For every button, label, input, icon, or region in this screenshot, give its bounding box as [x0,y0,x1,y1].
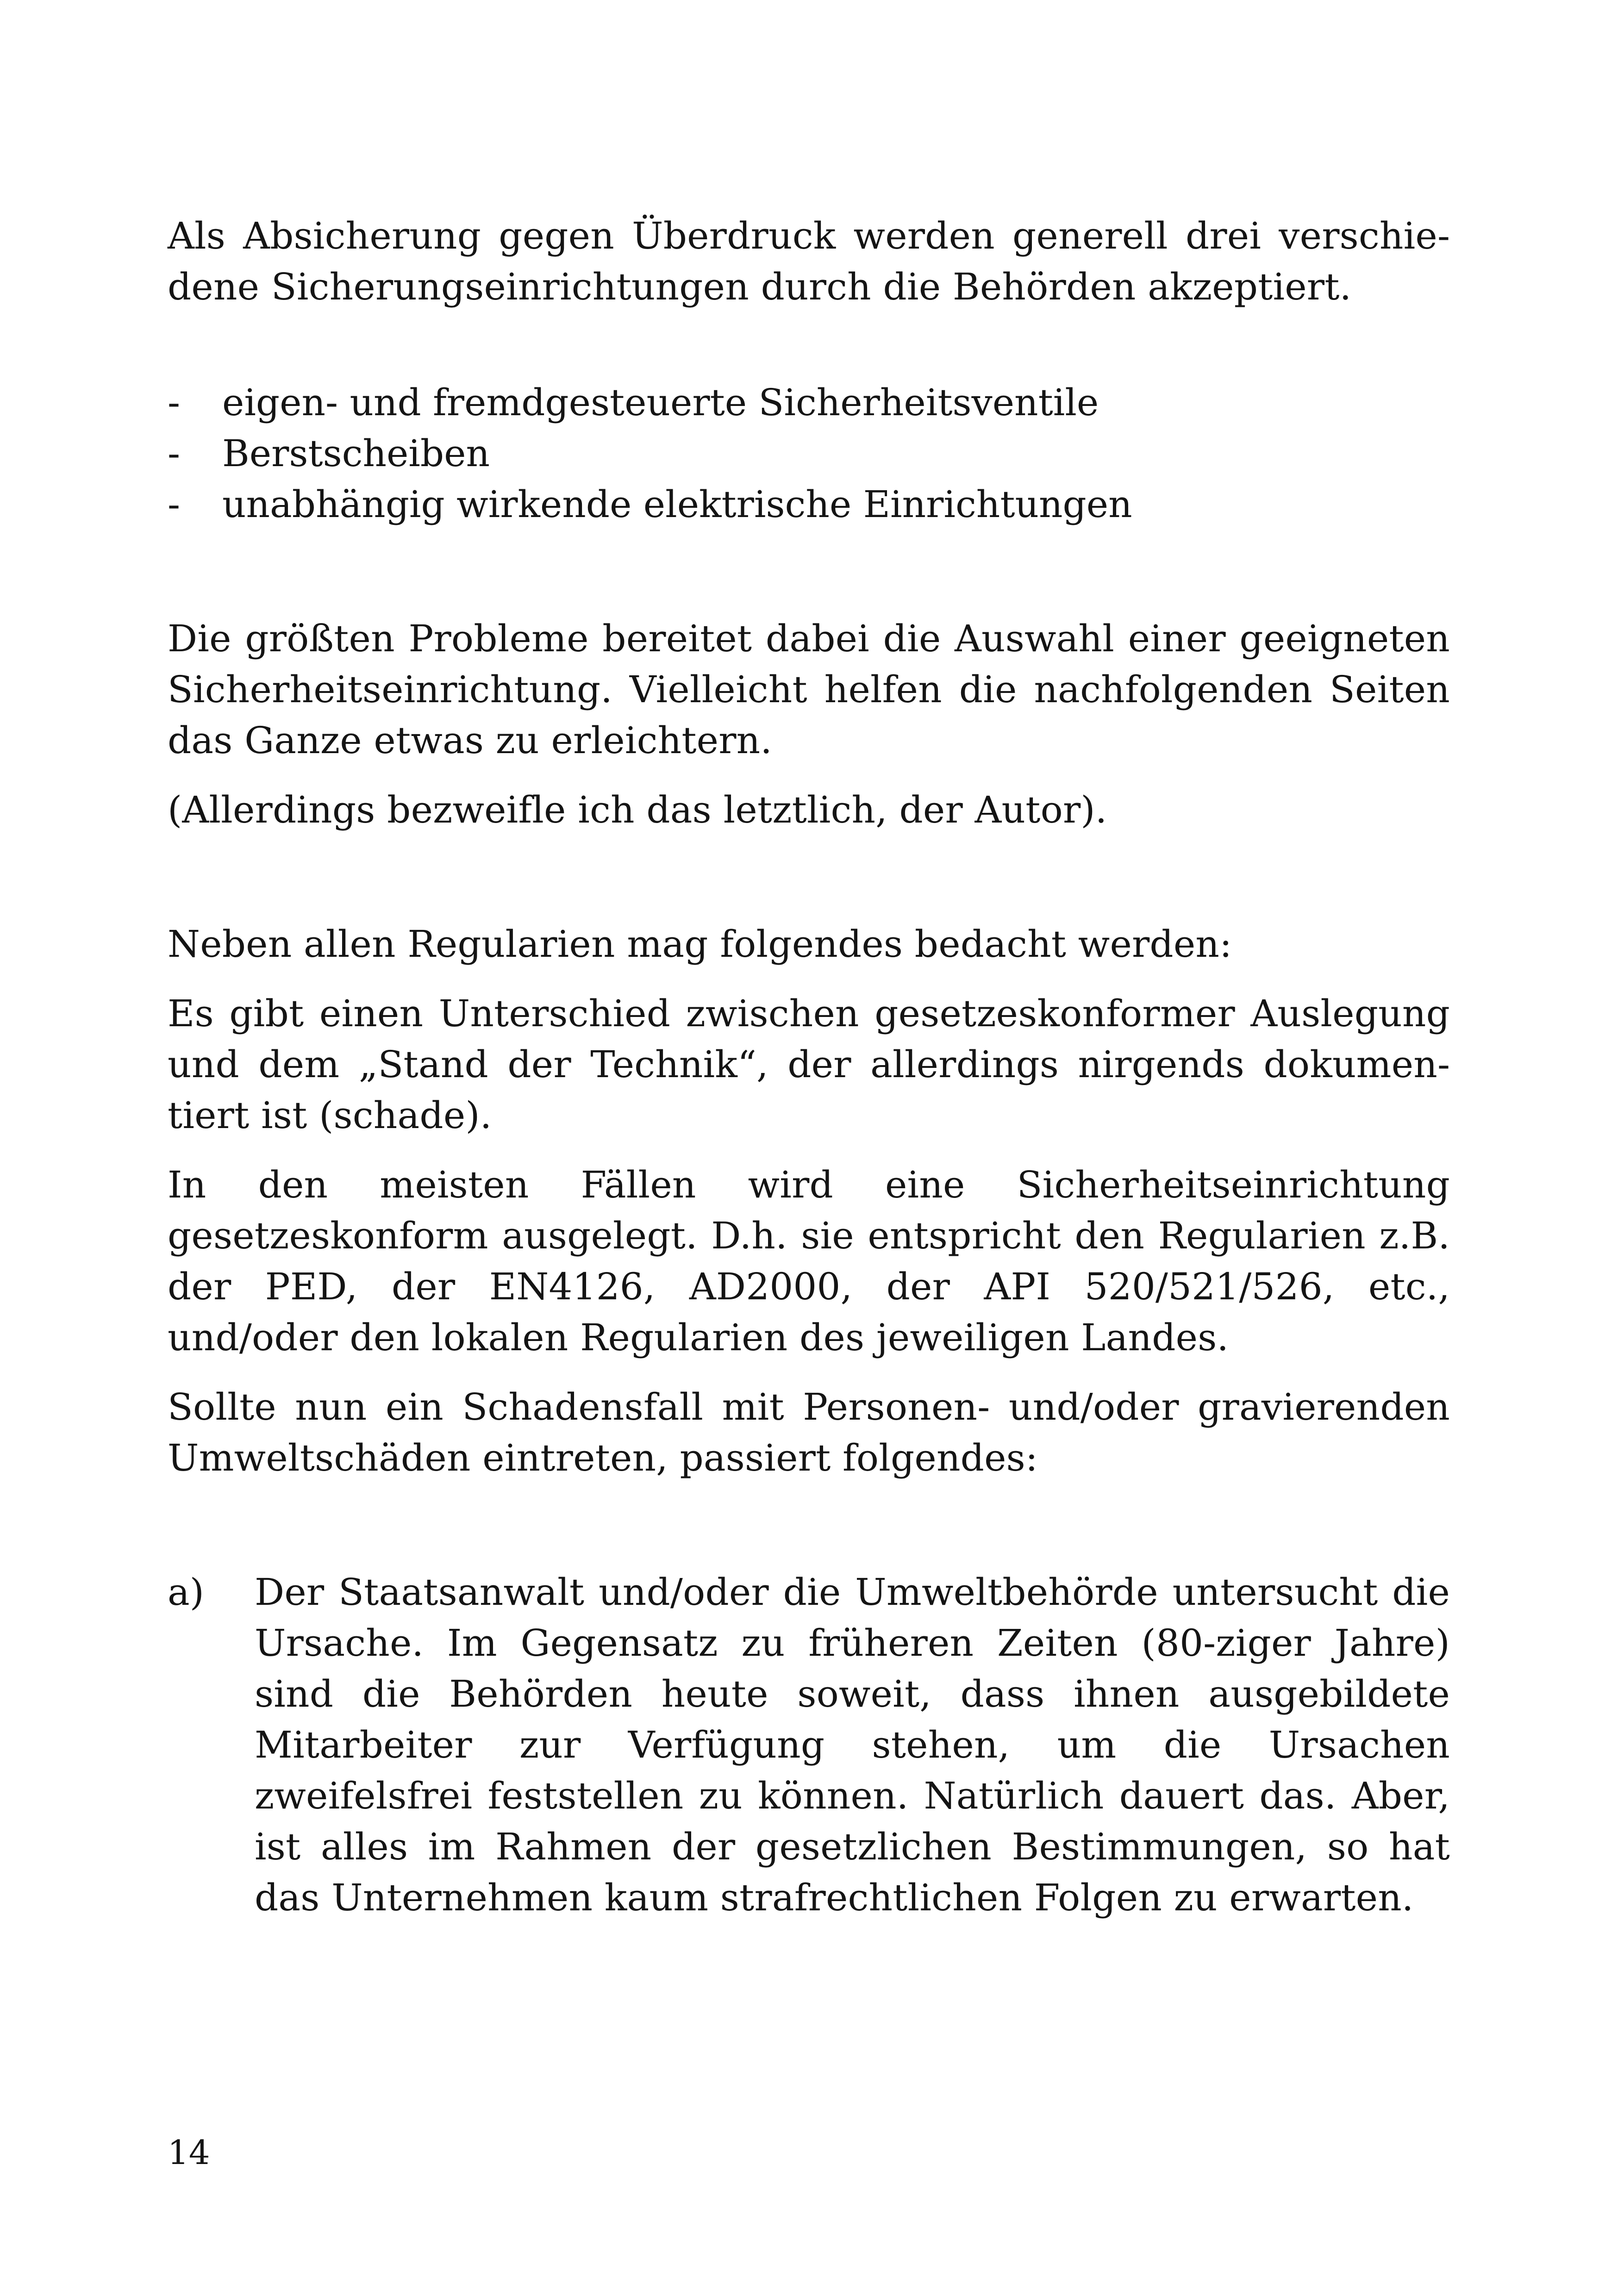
list-bullet: - [168,381,181,424]
list-item [168,479,1450,530]
spacer [168,530,1450,613]
device-list [168,377,1450,530]
spacer [168,766,1450,785]
conform-paragraph: In den meisten Fällen wird eine Sicherheitseinrichtung gesetzeskonform ausgelegt. D.h. sie entspricht den Regularien z.B. der PED, der EN4126, AD2000, der API 520/521/526, etc., und/oder den lokalen Regularien des jeweiligen Landes. [168,1163,1450,1359]
list-bullet: - [168,483,181,526]
difference-paragraph: Es gibt einen Unterschied zwischen gesetzeskonformer Auslegung und dem „Stand der Technik“, der allerdings nirgends dokumentiert ist (schade). [168,992,1450,1137]
consequence-item [168,1567,1450,1923]
list-item-text: Berstscheiben [222,432,490,475]
enum-marker: a) [168,1571,204,1614]
consequence-text: Der Staatsanwalt und/oder die Umweltbehörde untersucht die Ursache. Im Gegensatz zu früheren Zeiten (80-ziger Jahre) sind die Behörden heute soweit, dass ihnen ausgebildete Mitarbeiter zur Verfügung stehen, um die Ursachen zweifelsfrei feststellen zu können. Natürlich dauert das. Aber, ist alles im Rahmen der gesetzlichen Bestimmungen, so hat das Unternehmen kaum strafrechtlichen Folgen zu erwarten. [255,1571,1450,1919]
page-number: 14 [168,2133,210,2172]
list-bullet: - [168,432,181,475]
damage-paragraph: Sollte nun ein Schadensfall mit Personen- und/oder gravierenden Umweltschäden eintreten, passiert folgendes: [168,1385,1450,1479]
doubt-paragraph: (Allerdings bezweifle ich das letztlich, der Autor). [168,788,1107,831]
spacer [168,312,1450,377]
list-item-text: eigen- und fremdgesteuerte Sicherheitsventile [222,381,1099,424]
list-item [168,428,1450,479]
spacer [168,1141,1450,1160]
spacer [168,970,1450,988]
list-item [168,377,1450,428]
intro-paragraph: Als Absicherung gegen Überdruck werden generell drei verschiedene Sicherungseinrichtungen durch die Behörden akzeptiert. [168,214,1450,308]
spacer [168,1363,1450,1382]
spacer [168,836,1450,919]
spacer [168,1484,1450,1567]
list-item-text: unabhängig wirkende elektrische Einrichtungen [222,483,1132,526]
page-body [168,211,1450,1923]
problems-paragraph: Die größten Probleme bereitet dabei die Auswahl einer geeigneten Sicherheitseinrichtung. Vielleicht helfen die nachfolgenden Seiten das Ganze etwas zu erleichtern. [168,617,1450,762]
consider-paragraph: Neben allen Regularien mag folgendes bedacht werden: [168,923,1232,966]
